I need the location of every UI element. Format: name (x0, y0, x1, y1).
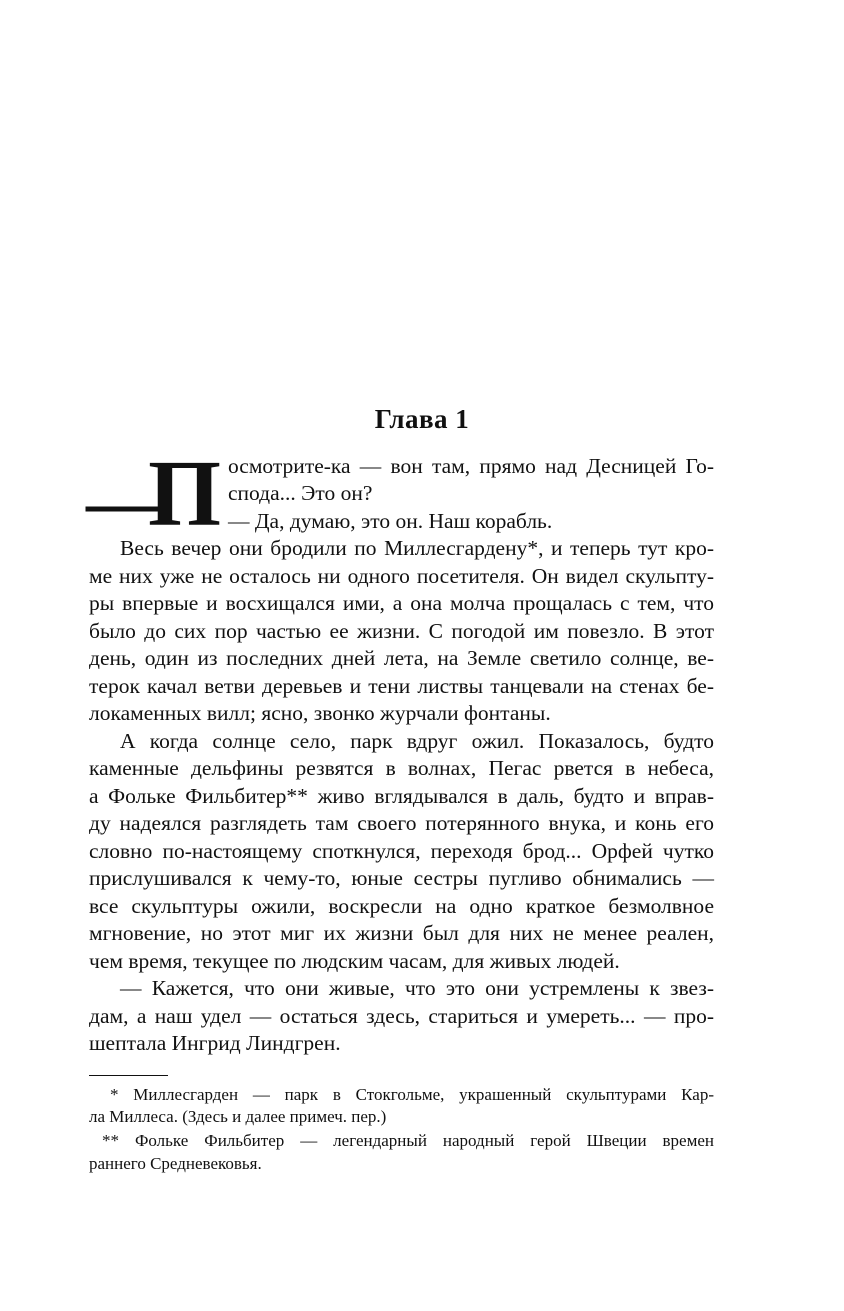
dropcap-dash: — (86, 462, 158, 542)
text-line: ду надеялся разглядеть там своего потерянного внука, и конь его (89, 811, 714, 835)
footnote-rule (89, 1075, 168, 1076)
dropcap-letter: П (148, 442, 222, 546)
text-line: шептала Ингрид Линдгрен. (89, 1031, 341, 1055)
text-line: осмотрите-ка — вон там, прямо над Десницей Го- (228, 454, 714, 478)
text-line: А когда солнце село, парк вдруг ожил. Показалось, будто (120, 729, 714, 753)
chapter-title: Глава 1 (374, 404, 470, 434)
text-line: чем время, текущее по людским часам, для живых людей. (89, 949, 620, 973)
text-line: словно по-настоящему споткнулся, переходя брод... Орфей чутко (89, 839, 714, 863)
footnote-line: раннего Средневековья. (89, 1154, 262, 1173)
text-line: мгновение, но этот миг их жизни был для них не менее реален, (89, 921, 714, 945)
text-line: было до сих пор частью ее жизни. С погодой им повезло. В этот (89, 619, 714, 643)
text-line: а Фольке Фильбитер** живо вглядывался в даль, будто и вправ- (89, 784, 714, 808)
text-line: спода... Это он? (228, 481, 373, 505)
text-line: дам, а наш удел — остаться здесь, стариться и умереть... — про- (89, 1004, 714, 1028)
text-line: терок качал ветви деревьев и тени листвы танцевали на стенах бе- (89, 674, 714, 698)
text-line: — Да, думаю, это он. Наш корабль. (228, 509, 553, 533)
text-line: — Кажется, что они живые, что это они устремлены к звез- (120, 976, 714, 1000)
text-line: прислушивался к чему-то, юные сестры пугливо обнимались — (89, 866, 714, 890)
footnote-line: * Миллесгарден — парк в Стокгольме, украшенный скульптурами Кар- (110, 1085, 714, 1104)
text-line: все скульптуры ожили, воскресли на одно краткое безмолвное (89, 894, 714, 918)
text-line: ме них уже не осталось ни одного посетителя. Он видел скульпту- (89, 564, 714, 588)
footnote-line: ла Миллеса. (Здесь и далее примеч. пер.) (89, 1107, 387, 1126)
text-line: Весь вечер они бродили по Миллесгардену*, и теперь тут кро- (120, 536, 714, 560)
text-line: день, один из последних дней лета, на Земле светило солнце, ве- (89, 646, 714, 670)
text-line: локаменных вилл; ясно, звонко журчали фонтаны. (89, 701, 551, 725)
text-line: каменные дельфины резвятся в волнах, Пегас рвется в небеса, (89, 756, 714, 780)
footnote-line: ** Фольке Фильбитер — легендарный народный герой Швеции времен (102, 1131, 714, 1150)
text-line: ры впервые и восхищался ими, а она молча прощалась с тем, что (89, 591, 714, 615)
